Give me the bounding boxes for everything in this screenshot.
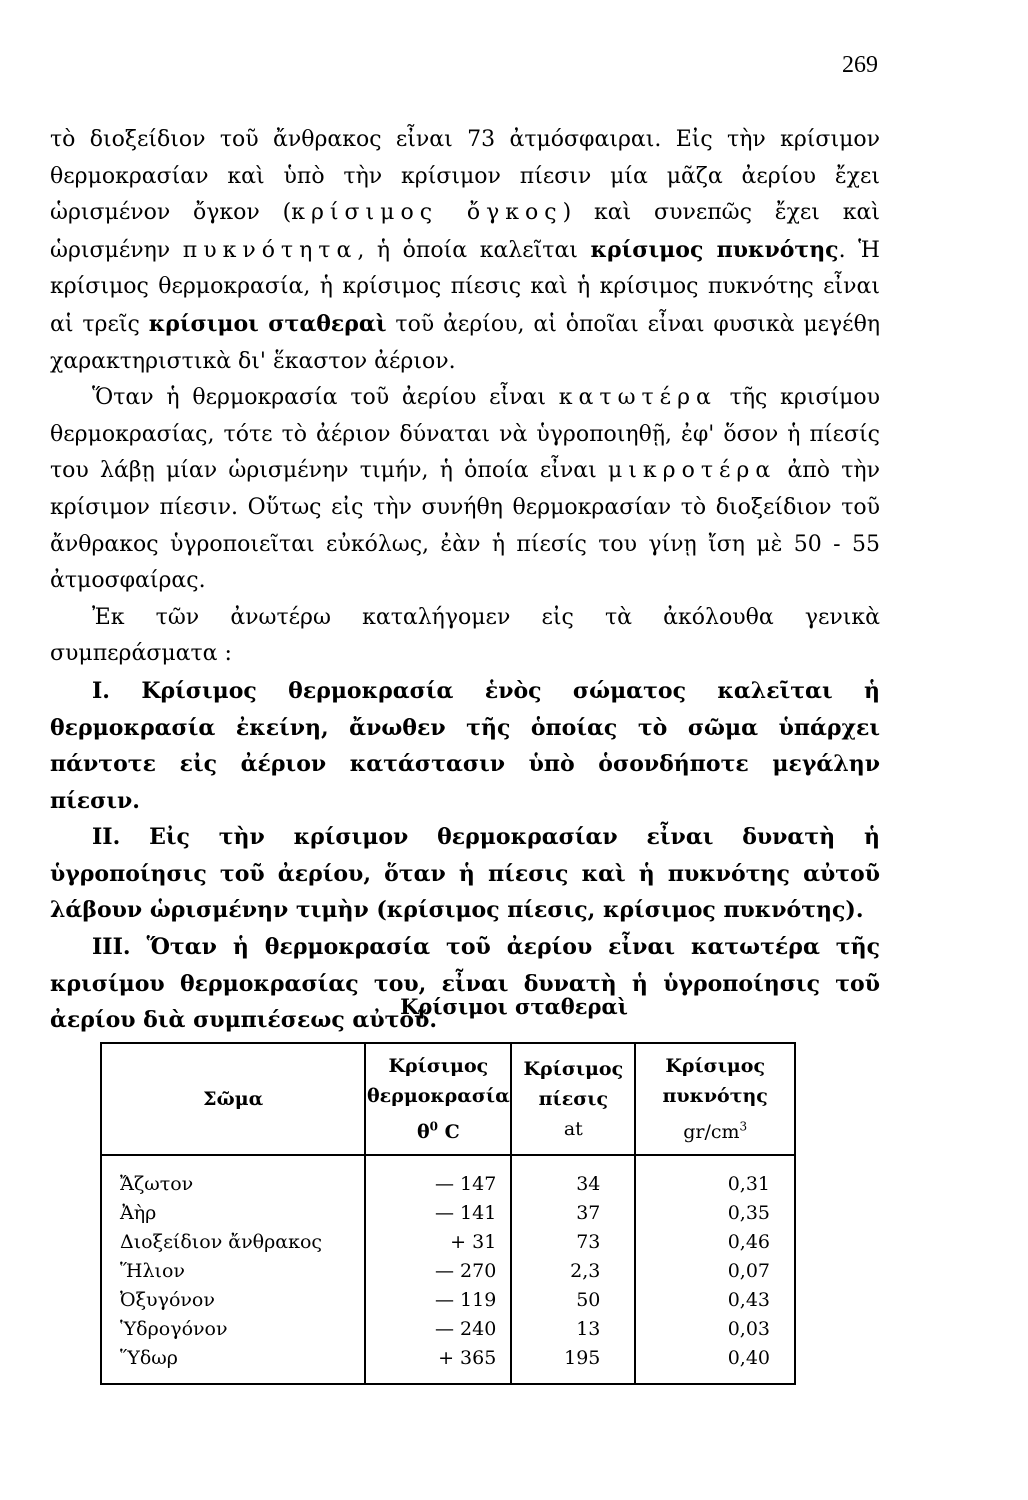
cell-dens: 0,35 bbox=[727, 1202, 770, 1224]
cell-dens: 0,31 bbox=[727, 1173, 770, 1195]
cell-temp: — 240 bbox=[434, 1318, 497, 1340]
cell-temp: — 147 bbox=[434, 1173, 497, 1195]
conclusion-1: I. Κρίσιμος θερμοκρασία ἑνὸς σώματος καλεῖται ἡ θερμοκρασία ἐκείνη, ἄνωθεν τῆς ὁποίας τὸ σῶμα ὑπάρχει πάντοτε εἰς ἀέριον κατάστασιν ὑπὸ ὁσονδήποτε μεγάλην πίεσιν. bbox=[50, 677, 880, 814]
column-temperatures bbox=[365, 1155, 511, 1384]
cell-body: Ὕδωρ bbox=[120, 1347, 178, 1369]
cell-temp: — 119 bbox=[434, 1289, 497, 1311]
cell-temp: — 141 bbox=[434, 1202, 497, 1224]
page-number: 269 bbox=[842, 52, 878, 78]
cell-body: Ὀξυγόνον bbox=[120, 1289, 215, 1311]
header-pressure: Κρίσιμος πίεσις at bbox=[511, 1043, 635, 1155]
header-temperature: Κρίσιμος θερμοκρασία $\theta^0$ C bbox=[365, 1043, 511, 1155]
conclusion-2: II. Εἰς τὴν κρίσιμον θερμοκρασίαν εἶναι δυνατὴ ἡ ὑγροποίησις τοῦ ἀερίου, ὅταν ἡ πίεσις καὶ ἡ πυκνότης αὐτοῦ λάβουν ὡρισμένην τιμὴν (κρίσιμος πίεσις, κρίσιμος πυκνότης). bbox=[50, 824, 880, 924]
cell-body: Ἥλιον bbox=[120, 1260, 185, 1282]
cell-dens: 0,40 bbox=[727, 1347, 770, 1369]
cell-body: Ἄζωτον bbox=[120, 1173, 194, 1195]
conclusion-3: III. Ὅταν ἡ θερμοκρασία τοῦ ἀερίου εἶναι κατωτέρα τῆς κρισίμου θερμοκρασίας του, εἶναι δυνατὴ ἡ ὑγροποίησις τοῦ ἀερίου διὰ συμπιέσεως αὐτοῦ. bbox=[50, 934, 880, 1034]
cell-dens: 0,03 bbox=[727, 1318, 770, 1340]
header-density: Κρίσιμος πυκνότης $gr/cm^3$ bbox=[635, 1043, 795, 1155]
column-pressures bbox=[511, 1155, 635, 1384]
cell-press: 73 bbox=[576, 1231, 601, 1253]
column-densities bbox=[635, 1155, 795, 1384]
cell-press: 2,3 bbox=[570, 1260, 601, 1282]
cell-temp: + 365 bbox=[438, 1347, 497, 1369]
table-header-row bbox=[101, 1043, 795, 1155]
cell-body: Ἀὴρ bbox=[120, 1202, 157, 1224]
cell-press: 50 bbox=[576, 1289, 601, 1311]
cell-press: 195 bbox=[564, 1347, 601, 1369]
cell-press: 37 bbox=[576, 1202, 601, 1224]
cell-dens: 0,07 bbox=[727, 1260, 770, 1282]
body-text bbox=[50, 122, 880, 1039]
cell-press: 13 bbox=[576, 1318, 601, 1340]
cell-body: Ὑδρογόνον bbox=[120, 1318, 228, 1340]
table-data-row bbox=[101, 1155, 795, 1384]
cell-dens: 0,43 bbox=[727, 1289, 770, 1311]
paragraph-1: τὸ διοξείδιον τοῦ ἄνθρακος εἶναι 73 ἀτμόσφαιραι. Εἰς τὴν κρίσιμον θερμοκρασίαν καὶ ὑπὸ τὴν κρίσιμον πίεσιν μία μᾶζα ἀερίου ἔχει ὡρισμένον ὄγκον (κρίσιμος ὄγκος) καὶ συνεπῶς ἔχει καὶ ὡρισμένην πυκνότητα, ἡ ὁποία καλεῖται κρίσιμος πυκνότης. Ἡ κρίσιμος θερμοκρασία, ἡ κρίσιμος πίεσις καὶ ἡ κρίσιμος πυκνότης εἶναι αἱ τρεῖς κρίσιμοι σταθεραὶ τοῦ ἀερίου, αἱ ὁποῖαι εἶναι φυσικὰ μεγέθη χαρακτηριστικὰ δι' ἕκαστον ἀέριον. bbox=[50, 127, 881, 374]
cell-press: 34 bbox=[576, 1173, 601, 1195]
cell-temp: — 270 bbox=[434, 1260, 497, 1282]
cell-body: Διοξείδιον ἄνθρακος bbox=[120, 1231, 323, 1253]
critical-constants-table bbox=[100, 1042, 796, 1385]
paragraph-2: Ὅταν ἡ θερμοκρασία τοῦ ἀερίου εἶναι κατωτέρα τῆς κρισίμου θερμοκρασίας, τότε τὸ ἀέριον δύναται νὰ ὑγροποιηθῇ, ἐφ' ὅσον ἡ πίεσίς του λάβῃ μίαν ὡρισμένην τιμήν, ἡ ὁποία εἶναι μικροτέρα ἀπὸ τὴν κρίσιμον πίεσιν. Οὕτως εἰς τὴν συνήθη θερμοκρασίαν τὸ διοξείδιον τοῦ ἄνθρακος ὑγροποιεῖται εὐκόλως, ἐὰν ἡ πίεσίς του γίνῃ ἴση μὲ 50 - 55 ἀτμοσφαίρας. bbox=[50, 385, 880, 594]
header-body: Σῶμα bbox=[101, 1043, 365, 1155]
column-bodies bbox=[101, 1155, 365, 1384]
paragraph-3: Ἐκ τῶν ἀνωτέρω καταλήγομεν εἰς τὰ ἀκόλουθα γενικὰ συμπεράσματα : bbox=[50, 604, 880, 667]
cell-temp: + 31 bbox=[450, 1231, 497, 1253]
table-title: Κρίσιμοι σταθεραὶ bbox=[400, 994, 628, 1019]
cell-dens: 0,46 bbox=[727, 1231, 770, 1253]
